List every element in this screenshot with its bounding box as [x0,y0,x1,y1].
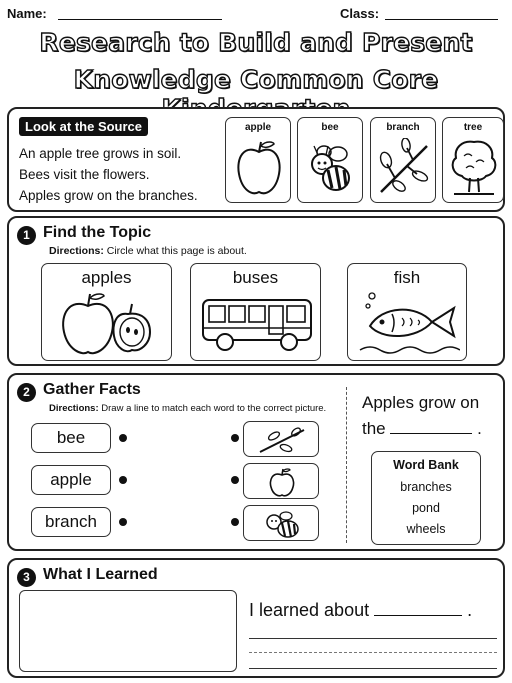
writing-line[interactable] [249,668,497,669]
branch-icon [258,426,306,454]
name-label: Name: [7,6,47,21]
choice-label: buses [232,268,279,287]
match-picture-bee [243,505,319,541]
fill-sentence-line1: Apples grow on [362,393,480,412]
apples-icon [56,290,160,358]
section-divider [346,387,347,543]
card-label: tree [463,122,483,133]
card-label: bee [321,122,339,133]
fill-blank[interactable] [390,433,472,434]
writing-line[interactable] [249,638,497,639]
card-label: apple [244,122,272,133]
section-directions: Directions: Circle what this page is about. [49,245,247,257]
source-card-branch [370,117,436,203]
bee-icon [304,138,358,198]
apple-icon [234,138,284,198]
choice-card-fish[interactable] [347,263,467,361]
source-panel [7,107,505,212]
name-field[interactable] [58,19,222,20]
choice-label: fish [393,268,421,287]
source-tag: Look at the Source [19,117,148,136]
match-picture-branch [243,421,319,457]
word-bank-item: pond [412,501,440,515]
word-bank [371,451,481,545]
bus-icon [199,294,315,356]
section-find-topic [7,216,505,366]
writing-guide-line [249,652,497,653]
match-dot-left[interactable] [119,434,127,442]
branch-icon [377,138,431,198]
match-word-apple: apple [31,465,111,495]
match-dot-right[interactable] [231,434,239,442]
source-card-bee [297,117,363,203]
section-title: Find the Topic [43,224,152,241]
source-sentence: Apples grow on the branches. [19,188,198,203]
section-directions: Directions: Draw a line to match each word to the correct picture. [49,403,327,414]
class-label: Class: [340,6,380,21]
section-gather-facts [7,373,505,551]
match-dot-right[interactable] [231,518,239,526]
section-number: 1 [17,226,36,245]
bee-icon [262,508,302,540]
fish-icon [356,288,460,358]
match-word-branch: branch [31,507,111,537]
choice-card-apples[interactable] [41,263,172,361]
learned-sentence: I learned about . [249,600,473,620]
match-dot-left[interactable] [119,476,127,484]
match-dot-left[interactable] [119,518,127,526]
section-what-i-learned [7,558,505,678]
match-picture-apple [243,463,319,499]
fill-blank[interactable] [374,615,462,616]
source-sentence: Bees visit the flowers. [19,167,150,182]
section-title: Gather Facts [43,381,141,398]
source-card-tree [442,117,504,203]
source-sentence: An apple tree grows in soil. [19,146,182,161]
drawing-box[interactable] [19,590,237,672]
choice-card-buses[interactable] [190,263,321,361]
match-word-bee: bee [31,423,111,453]
page-title-line2: Knowledge Common Core [73,65,439,94]
match-dot-right[interactable] [231,476,239,484]
apple-icon [268,467,296,497]
class-field[interactable] [385,19,498,20]
card-label: branch [386,122,420,133]
choice-label: apples [81,268,132,287]
section-number: 2 [17,383,36,402]
word-bank-item: branches [400,480,452,494]
source-sentences [19,143,198,206]
page-title-line1: Research to Build and Present [39,28,473,57]
word-bank-item: wheels [406,522,446,536]
section-number: 3 [17,568,36,587]
tree-icon [448,136,500,200]
source-card-apple [225,117,291,203]
word-bank-title: Word Bank [393,458,459,472]
fill-sentence-line2: the . [362,419,482,438]
section-title: What I Learned [43,566,158,583]
